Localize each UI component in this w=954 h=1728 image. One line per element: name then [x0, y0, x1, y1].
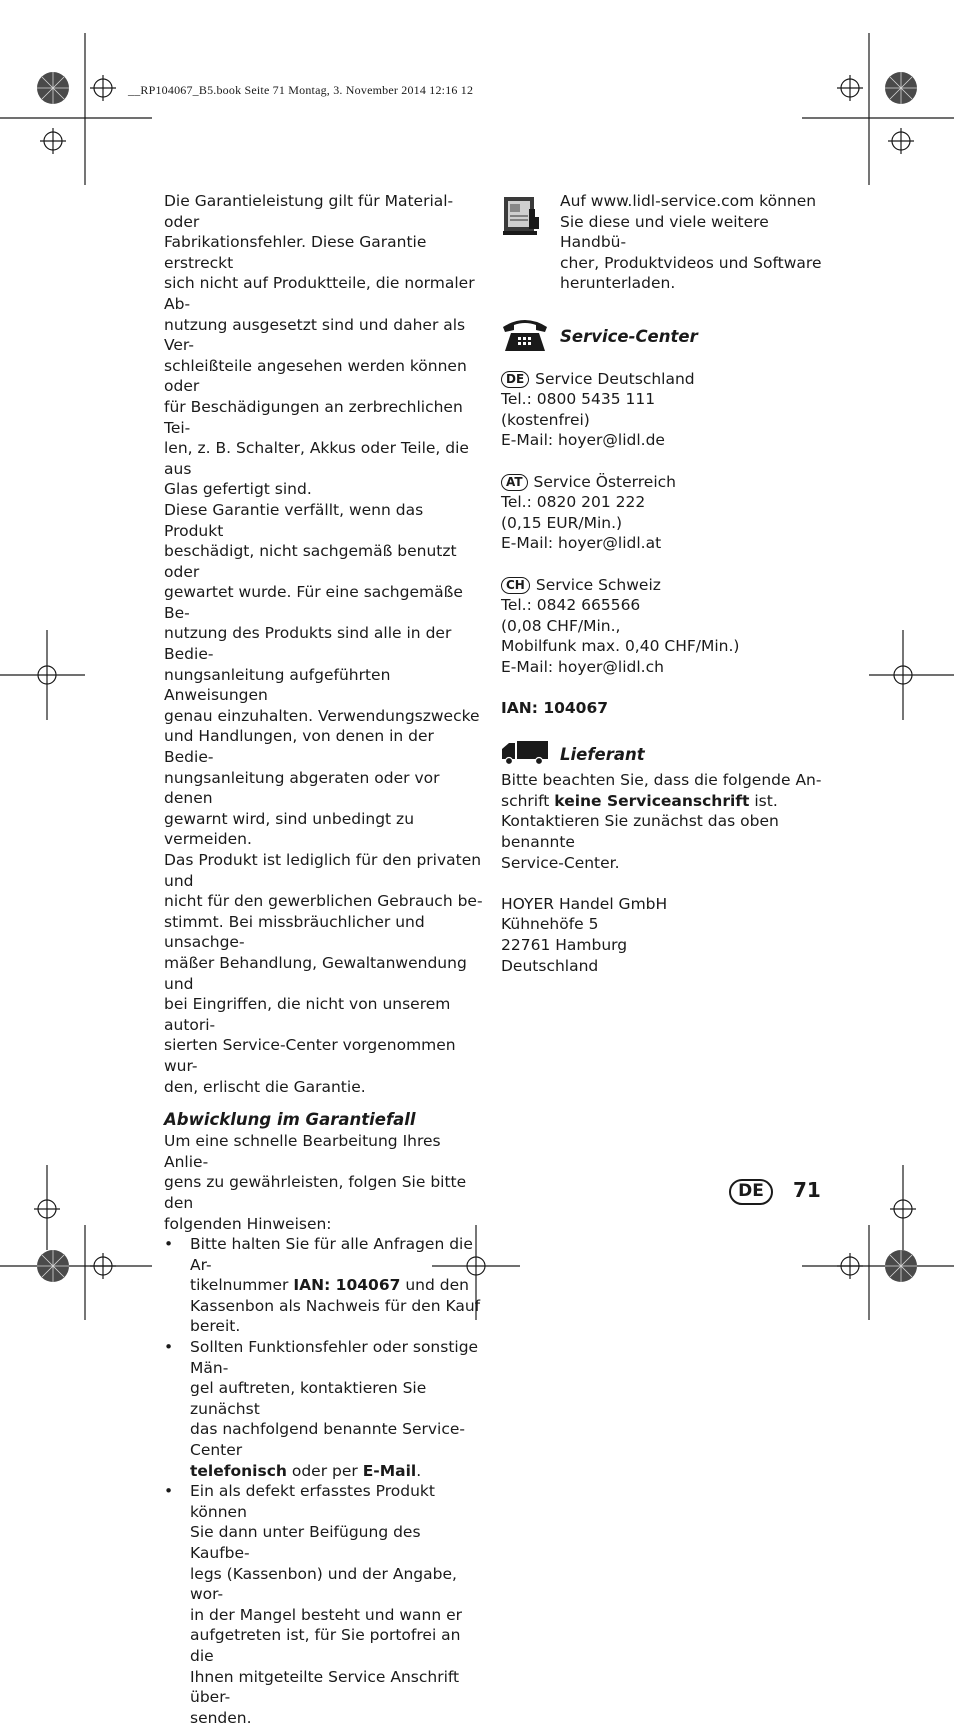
service-ch-details: Tel.: 0842 665566 (0,08 CHF/Min., Mobilfunk max. 0,40 CHF/Min.) E-Mail: hoyer@lidl.ch: [501, 596, 740, 676]
service-ch-title: Service Schweiz: [535, 575, 661, 594]
claim-intro: Um eine schnelle Bearbeitung Ihres Anlie- gens zu gewährleisten, folgen Sie bitte den folgenden Hinweisen:: [164, 1132, 467, 1233]
left-column: [164, 191, 484, 1728]
service-center-heading: Service-Center: [560, 326, 698, 346]
service-de-title: Service Deutschland: [535, 369, 695, 388]
warranty-paragraph-2: Diese Garantie verfällt, wenn das Produkt beschädigt, nicht sachgemäß benutzt oder gewartet wurde. Für eine sachgemäße Be- nutzung des Produkts sind alle in der Bedie- nungsanleitung aufgeführten Anweisungen genau einzuhalten. Verwendungszwecke und Handlungen, von denen in der Bedie- nungsanleitung abgeraten oder vor denen gewarnt wird, sind unbedingt zu vermeiden.: [164, 500, 480, 849]
supplier-note: Bitte beachten Sie, dass die folgende An- schrift keine Serviceanschrift ist. Kontaktieren Sie zunächst das oben benannte Service-Center.: [501, 771, 822, 872]
list-item: • Bitte halten Sie für alle Anfragen die Ar- tikelnummer IAN: 104067 und den Kassenbon als Nachweis für den Kauf bereit.: [164, 1234, 484, 1337]
service-austria: [501, 472, 831, 554]
right-column: [501, 191, 831, 976]
download-icon: [501, 195, 560, 243]
warranty-paragraph-3: Das Produkt ist lediglich für den privaten und nicht für den gewerblichen Gebrauch be- stimmt. Bei missbräuchlicher und unsachge- mäßer Behandlung, Gewaltanwendung und bei Eingriffen, die nicht von unserem autori- sierten Service-Center vorgenommen wur- den, erlischt die Garantie.: [164, 851, 483, 1096]
list-item: • Ein als defekt erfasstes Produkt können Sie dann unter Beifügung des Kaufbe- legs (Kassenbon) und der Angabe, wor- in der Mangel besteht und wann er aufgetreten ist, für Sie portofrei an die Ihnen mitgeteilte Service Anschrift über- senden.: [164, 1481, 484, 1728]
language-badge: DE: [729, 1179, 773, 1205]
country-badge-at: AT: [501, 474, 528, 491]
ian-number: IAN: 104067: [501, 699, 609, 718]
service-at-details: Tel.: 0820 201 222 (0,15 EUR/Min.) E-Mail: hoyer@lidl.at: [501, 493, 662, 553]
country-badge-de: DE: [501, 371, 529, 388]
warranty-paragraph-1: Die Garantieleistung gilt für Material- oder Fabrikationsfehler. Diese Garantie erstreckt sich nicht auf Produktteile, die normaler Ab- nutzung ausgesetzt sind und daher als Ver- schleißteile angesehen werden können oder für Beschädigungen an zerbrechlichen Tei- len, z. B. Schalter, Akkus oder Teile, die aus Glas gefertigt sind.: [164, 192, 475, 499]
download-text: Auf www.lidl-service.com können Sie diese und viele weitere Handbü- cher, Produktvideos und Software herunterladen.: [560, 192, 822, 293]
claim-heading: Abwicklung im Garantiefall: [164, 1110, 416, 1130]
supplier-heading: Lieferant: [560, 745, 645, 765]
print-file-header: __RP104067_B5.book Seite 71 Montag, 3. November 2014 12:16 12: [128, 83, 474, 97]
service-switzerland: [501, 575, 831, 678]
telephone-icon: [501, 315, 560, 359]
service-at-title: Service Österreich: [533, 472, 676, 491]
page-number: 71: [793, 1178, 821, 1202]
truck-icon: [501, 741, 560, 771]
supplier-address: HOYER Handel GmbH Kühnehöfe 5 22761 Hamburg Deutschland: [501, 894, 668, 975]
country-badge-ch: CH: [501, 577, 530, 594]
list-item: • Sollten Funktionsfehler oder sonstige Män- gel auftreten, kontaktieren Sie zunächst das nachfolgend benannte Service-Center telefonisch oder per E-Mail.: [164, 1337, 484, 1481]
service-de-details: Tel.: 0800 5435 111 (kostenfrei) E-Mail: hoyer@lidl.de: [501, 390, 665, 450]
claim-steps-list: [164, 1234, 484, 1728]
service-germany: [501, 369, 831, 451]
